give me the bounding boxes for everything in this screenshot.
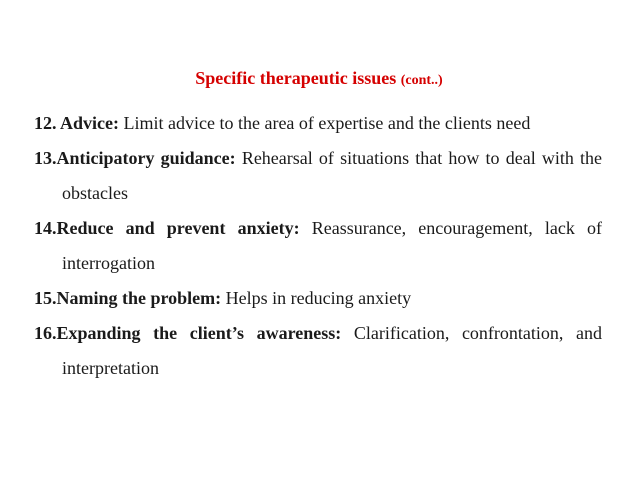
item-text: Helps in reducing anxiety xyxy=(221,288,412,308)
item-number: 16. xyxy=(34,323,57,343)
list-item xyxy=(34,211,602,281)
title-suffix: (cont..) xyxy=(400,73,443,88)
item-text: Limit advice to the area of expertise and the clients need xyxy=(119,113,531,133)
item-term: Anticipatory guidance: xyxy=(56,148,236,168)
list-item xyxy=(34,141,602,211)
item-term: Naming the problem: xyxy=(56,288,222,308)
list-item xyxy=(34,106,602,141)
item-term: Expanding the client’s awareness: xyxy=(56,323,342,343)
slide-title xyxy=(0,67,638,92)
title-text: Specific therapeutic issues xyxy=(195,68,397,88)
list-item xyxy=(34,281,602,316)
list-item xyxy=(34,316,602,386)
item-number: 13. xyxy=(34,148,57,168)
item-text: Rehearsal of situations that how to deal with the obstacles xyxy=(62,148,602,203)
item-text: Clarification, confrontation, and interpretation xyxy=(62,323,602,378)
item-term: Advice: xyxy=(60,113,119,133)
item-number: 15. xyxy=(34,288,57,308)
item-number: 12. xyxy=(34,113,61,133)
item-number: 14. xyxy=(34,218,57,238)
issues-list xyxy=(34,106,602,386)
item-term: Reduce and prevent anxiety: xyxy=(56,218,300,238)
item-text: Reassurance, encouragement, lack of interrogation xyxy=(62,218,602,273)
